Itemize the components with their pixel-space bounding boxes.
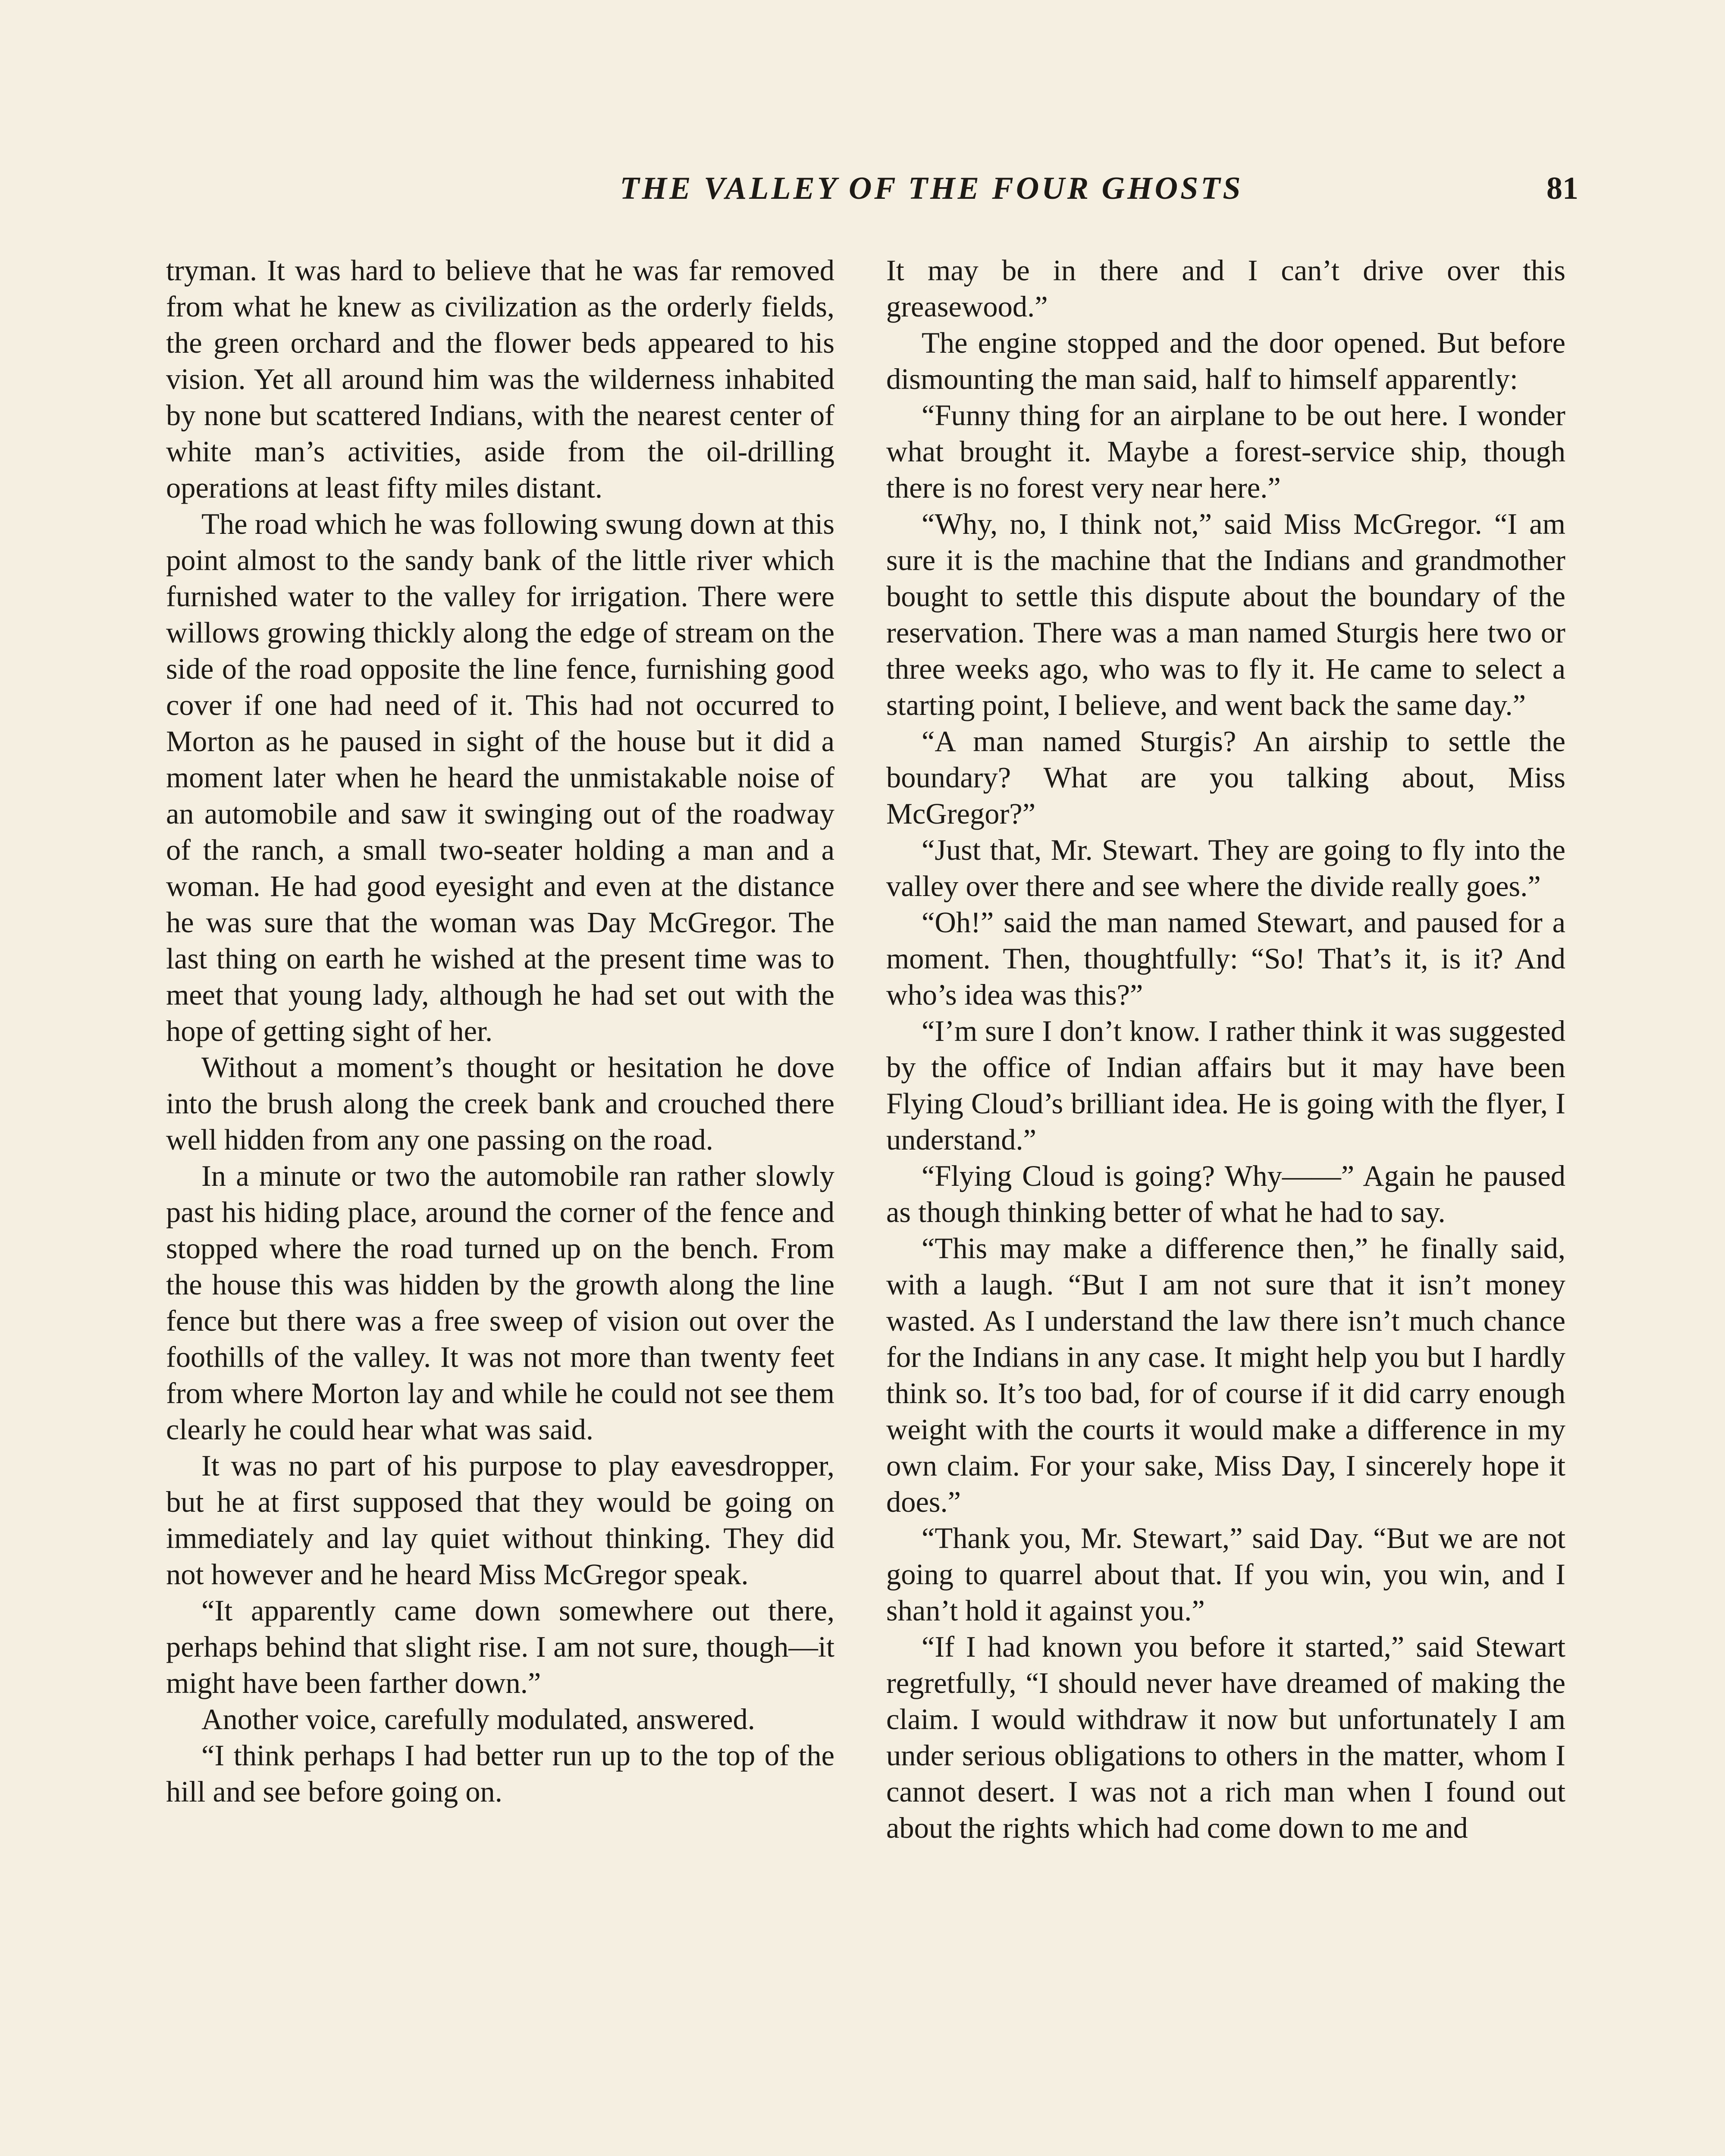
paragraph: “I think perhaps I had better run up to the top of the hill and see before going on. bbox=[166, 1739, 834, 1808]
paragraph: “Funny thing for an airplane to be out here. I wonder what brought it. Maybe a forest-service ship, though there is no forest very near here.” bbox=[886, 399, 1565, 504]
paragraph: The road which he was following swung down at this point almost to the sandy bank of the little river which furnished water to the valley for irrigation. There were willows growing thickly along the edge of stream on the side of the road opposite the line fence, furnishing good cover if one had need of it. This had not occurred to Morton as he paused in sight of the house but it did a moment later when he heard the unmistakable noise of an automobile and saw it swinging out of the roadway of the ranch, a small two-seater holding a man and a woman. He had good eyesight and even at the distance he was sure that the woman was Day McGregor. The last thing on earth he wished at the present time was to meet that young lady, although he had set out with the hope of getting sight of her. bbox=[166, 508, 834, 1047]
paragraph: “I’m sure I don’t know. I rather think it was suggested by the office of Indian affairs but it may have been Flying Cloud’s brilliant idea. He is going with the flyer, I understand.” bbox=[886, 1015, 1565, 1156]
paragraph: It may be in there and I can’t drive over this greasewood.” bbox=[886, 254, 1565, 323]
paragraph: “If I had known you before it started,” said Stewart regretfully, “I should never have dreamed of making the claim. I would withdraw it now but unfortunately I am under serious obligations to others in the matter, whom I cannot desert. I was not a rich man when I found out about the rights which had come down to me and bbox=[886, 1630, 1565, 1844]
paragraph: “Why, no, I think not,” said Miss McGregor. “I am sure it is the machine that the Indians and grandmother bought to settle this dispute about the boundary of the reservation. There was a man named Sturgis here two or three weeks ago, who was to fly it. He came to select a starting point, I believe, and went back the same day.” bbox=[886, 508, 1565, 721]
right-column bbox=[886, 252, 1565, 1846]
paragraph: “It apparently came down somewhere out there, perhaps behind that slight rise. I am not sure, though—it might have been farther down.” bbox=[166, 1594, 834, 1699]
paragraph: “Flying Cloud is going? Why——” Again he paused as though thinking better of what he had to say. bbox=[886, 1159, 1565, 1228]
paragraph: In a minute or two the automobile ran rather slowly past his hiding place, around the corner of the fence and stopped where the road turned up on the bench. From the house this was hidden by the growth along the line fence but there was a free sweep of vision out over the foothills of the valley. It was not more than twenty feet from where Morton lay and while he could not see them clearly he could hear what was said. bbox=[166, 1159, 834, 1446]
paragraph: tryman. It was hard to believe that he was far removed from what he knew as civilization as the orderly fields, the green orchard and the flower beds appeared to his vision. Yet all around him was the wilderness inhabited by none but scattered Indians, with the nearest center of white man’s activities, aside from the oil-drilling operations at least fifty miles distant. bbox=[166, 254, 834, 504]
left-column bbox=[166, 252, 834, 1810]
paragraph: “Thank you, Mr. Stewart,” said Day. “But we are not going to quarrel about that. If you win, you win, and I shan’t hold it against you.” bbox=[886, 1522, 1565, 1627]
paragraph: “This may make a difference then,” he finally said, with a laugh. “But I am not sure that it isn’t money wasted. As I understand the law there isn’t much chance for the Indians in any case. It might help you but I hardly think so. It’s too bad, for of course if it did carry enough weight with the courts it would make a difference in my own claim. For your sake, Miss Day, I sincerely hope it does.” bbox=[886, 1232, 1565, 1518]
paragraph: “Oh!” said the man named Stewart, and paused for a moment. Then, thoughtfully: “So! That’s it, is it? And who’s idea was this?” bbox=[886, 906, 1565, 1011]
paragraph: Another voice, carefully modulated, answered. bbox=[201, 1703, 755, 1736]
paragraph: Without a moment’s thought or hesitation he dove into the brush along the creek bank and crouched there well hidden from any one passing on the road. bbox=[166, 1051, 834, 1156]
paragraph: The engine stopped and the door opened. But before dismounting the man said, half to himself apparently: bbox=[886, 326, 1565, 395]
page-number: 81 bbox=[1546, 171, 1578, 206]
paragraph: “A man named Sturgis? An airship to settle the boundary? What are you talking about, Miss McGregor?” bbox=[886, 725, 1565, 830]
running-title: THE VALLEY OF THE FOUR GHOSTS bbox=[620, 171, 1243, 206]
paragraph: “Just that, Mr. Stewart. They are going to fly into the valley over there and see where the divide really goes.” bbox=[886, 834, 1565, 903]
paragraph: It was no part of his purpose to play eavesdropper, but he at first supposed that they would be going on immediately and lay quiet without thinking. They did not however and he heard Miss McGregor speak. bbox=[166, 1449, 834, 1591]
